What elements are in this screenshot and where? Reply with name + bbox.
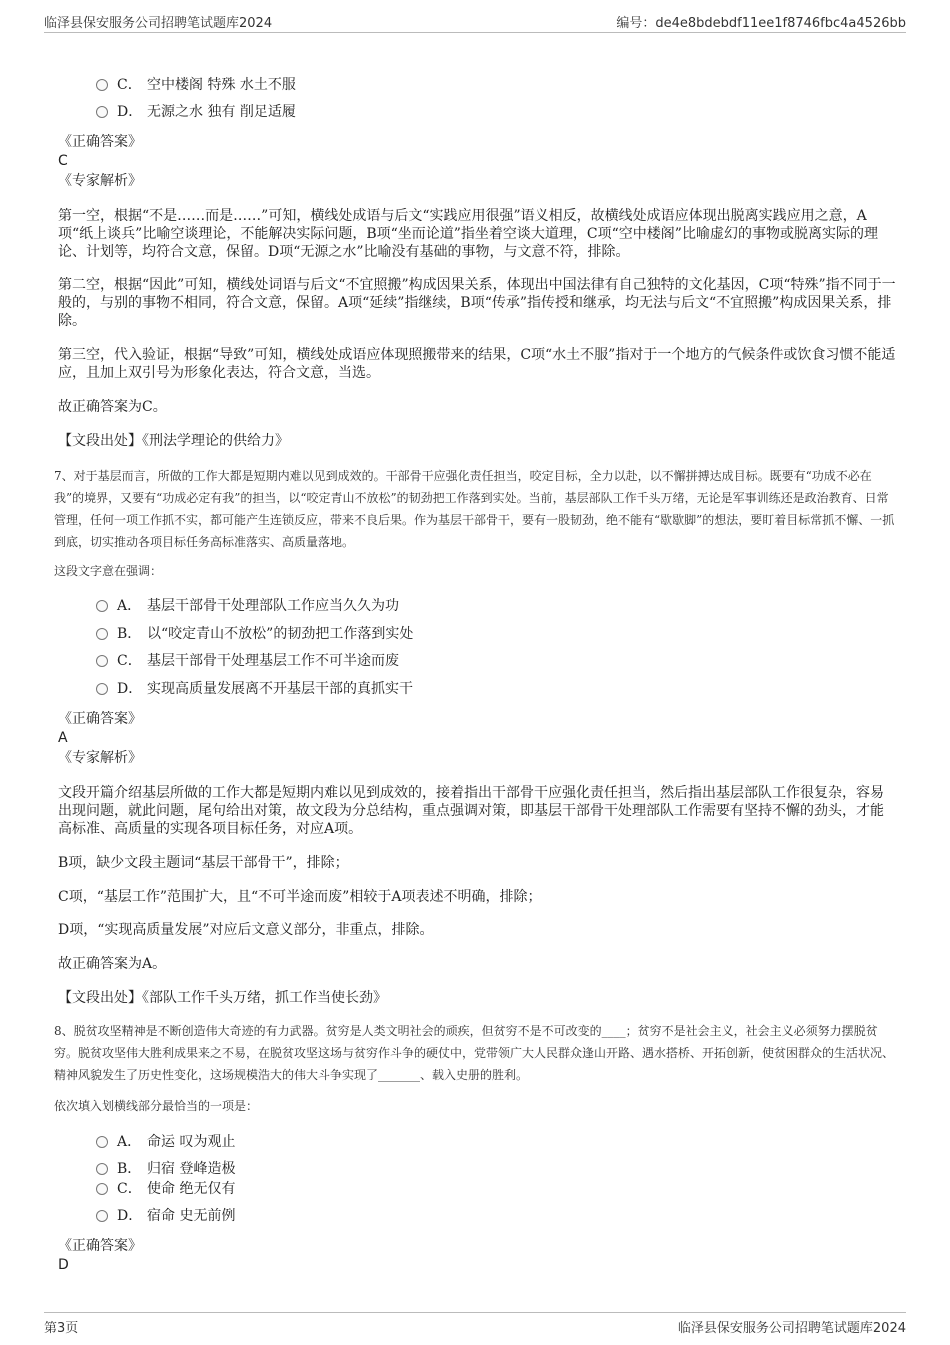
page-number: 第3页 <box>44 1321 79 1336</box>
q7-option-b[interactable] <box>96 625 413 643</box>
q8-answer: D <box>58 1257 69 1273</box>
option-text: 以“咬定青山不放松”的韧劲把工作落到实处 <box>147 626 414 642</box>
option-label: D． <box>117 1208 143 1224</box>
q6-option-c[interactable] <box>96 76 296 94</box>
option-label: D． <box>117 104 143 120</box>
footer-title: 临泽县保安服务公司招聘笔试题库2024 <box>677 1321 906 1336</box>
q7-analysis-tag: 《专家解析》 <box>58 750 142 766</box>
q6-analysis-para-1: 第一空，根据“不是……而是……”可知，横线处成语与后文“实践应用很强”语义相反，故横线处成语应体现出脱离实践应用之意，A项“纸上谈兵”比喻空谈理论，不能解决实际问题，B项“坐而论道”指坐着空谈大道理，C项“空中楼阁”比喻虚幻的事物或脱离实际的理论、计划等，均符合文意，保留。D项“无源之水”比喻没有基础的事物，与文意不符，排除。 <box>58 208 878 260</box>
page-header <box>44 10 906 33</box>
option-label: A． <box>117 1134 142 1150</box>
header-title: 临泽县保安服务公司招聘笔试题库2024 <box>44 16 273 31</box>
q7-option-d[interactable] <box>96 680 413 698</box>
option-label: C． <box>117 653 142 669</box>
option-text: 无源之水 独有 削足适履 <box>147 104 296 120</box>
q7-answer-tag: 《正确答案》 <box>58 711 142 727</box>
radio-icon[interactable] <box>96 106 108 118</box>
radio-icon[interactable] <box>96 655 108 667</box>
q6-analysis-para-3: 第三空，代入验证，根据“导致”可知，横线处成语应体现照搬带来的结果，C项“水土不服”指对于一个地方的气候条件或饮食习惯不能适应，且加上双引号为形象化表达，符合文意，当选。 <box>58 347 896 381</box>
q8-prompt: 依次填入划横线部分最恰当的一项是： <box>54 1099 259 1113</box>
q8-option-a[interactable] <box>96 1133 235 1151</box>
q8-option-b[interactable] <box>96 1160 235 1178</box>
q8-option-d[interactable] <box>96 1207 235 1225</box>
radio-icon[interactable] <box>96 628 108 640</box>
q6-conclusion: 故正确答案为C。 <box>58 399 167 415</box>
q6-answer-tag: 《正确答案》 <box>58 134 142 150</box>
radio-icon[interactable] <box>96 1136 108 1148</box>
option-label: B． <box>117 1161 142 1177</box>
q7-question: 7、对于基层而言，所做的工作大都是短期内难以见到成效的。干部骨干应强化责任担当，咬定目标，全力以赴，以不懈拼搏达成目标。既要有“功成不必在我”的境界，又要有“功成必定有我”的担当，以“咬定青山不放松”的韧劲把工作落到实处。当前，基层部队工作千头万绪，无论是军事训练还是政治教育、日常管理，任何一项工作抓不实，都可能产生连锁反应，带来不良后果。作为基层干部骨干，要有一股韧劲，绝不能有“歇歇脚”的想法，要盯着目标常抓不懈、一抓到底，切实推动各项目标任务高标准落实、高质量落地。 <box>54 469 895 549</box>
q7-source: 【文段出处】《部队工作千头万绪，抓工作当使长劲》 <box>58 990 387 1006</box>
option-text: 归宿 登峰造极 <box>147 1161 236 1177</box>
q7-option-a[interactable] <box>96 597 399 615</box>
q6-analysis-tag: 《专家解析》 <box>58 173 142 189</box>
radio-icon[interactable] <box>96 1163 108 1175</box>
q7-analysis-para-4: D项，“实现高质量发展”对应后文意义部分，非重点，排除。 <box>58 922 434 938</box>
radio-icon[interactable] <box>96 1183 108 1195</box>
q6-answer: C <box>58 153 68 169</box>
q7-option-c[interactable] <box>96 652 399 670</box>
q7-analysis-para-3: C项，“基层工作”范围扩大，且“不可半途而废”相较于A项表述不明确，排除； <box>58 889 542 905</box>
q7-analysis-para-2: B项，缺少文段主题词“基层干部骨干”，排除； <box>58 855 349 871</box>
q8-answer-tag: 《正确答案》 <box>58 1238 142 1254</box>
option-label: C． <box>117 1181 142 1197</box>
header-doc-number: 编号：de4e8bdebdf11ee1f8746fbc4a4526bb <box>616 16 906 31</box>
q8-question: 8、脱贫攻坚精神是不断创造伟大奇迹的有力武器。贫穷是人类文明社会的顽疾，但贫穷不是不可改变的____；贫穷不是社会主义，社会主义必须努力摆脱贫穷。脱贫攻坚伟大胜利成果来之不易，在脱贫攻坚这场与贫穷作斗争的硬仗中，党带领广大人民群众逢山开路、遇水搭桥、开拓创新，使贫困群众的生活状况、精神风貌发生了历史性变化，这场规模浩大的伟大斗争实现了_______、载入史册的胜利。 <box>54 1024 895 1082</box>
option-text: 使命 绝无仅有 <box>147 1181 236 1197</box>
option-text: 基层干部骨干处理部队工作应当久久为功 <box>147 598 399 614</box>
page-footer <box>44 1312 906 1335</box>
q6-source: 【文段出处】《刑法学理论的供给力》 <box>58 433 289 449</box>
q7-prompt: 这段文字意在强调： <box>54 564 163 578</box>
q6-analysis-para-2: 第二空，根据“因此”可知，横线处词语与后文“不宜照搬”构成因果关系，体现出中国法律有自己独特的文化基因，C项“特殊”指不同于一般的，与别的事物不相同，符合文意，保留。A项“延续”指继续，B项“传承”指传授和继承，均无法与后文“不宜照搬”构成因果关系，排除。 <box>58 277 896 329</box>
radio-icon[interactable] <box>96 600 108 612</box>
radio-icon[interactable] <box>96 683 108 695</box>
option-label: D． <box>117 681 143 697</box>
q8-option-c[interactable] <box>96 1180 235 1198</box>
option-text: 基层干部骨干处理基层工作不可半途而废 <box>147 653 399 669</box>
radio-icon[interactable] <box>96 1210 108 1222</box>
radio-icon[interactable] <box>96 79 108 91</box>
option-label: B． <box>117 626 142 642</box>
q7-answer: A <box>58 730 68 746</box>
q7-conclusion: 故正确答案为A。 <box>58 956 167 972</box>
option-text: 实现高质量发展离不开基层干部的真抓实干 <box>147 681 413 697</box>
option-label: C． <box>117 77 142 93</box>
option-text: 空中楼阁 特殊 水土不服 <box>147 77 296 93</box>
option-text: 宿命 史无前例 <box>147 1208 236 1224</box>
option-label: A． <box>117 598 142 614</box>
q6-option-d[interactable] <box>96 103 296 121</box>
q7-analysis-para-1: 文段开篇介绍基层所做的工作大都是短期内难以见到成效的，接着指出干部骨干应强化责任担当，然后指出基层部队工作很复杂，容易出现问题，就此问题，尾句给出对策，故文段为分总结构，重点强调对策，即基层干部骨干处理部队工作需要有坚持不懈的劲头，才能高标准、高质量的实现各项目标任务，对应A项。 <box>58 785 884 837</box>
option-text: 命运 叹为观止 <box>147 1134 236 1150</box>
